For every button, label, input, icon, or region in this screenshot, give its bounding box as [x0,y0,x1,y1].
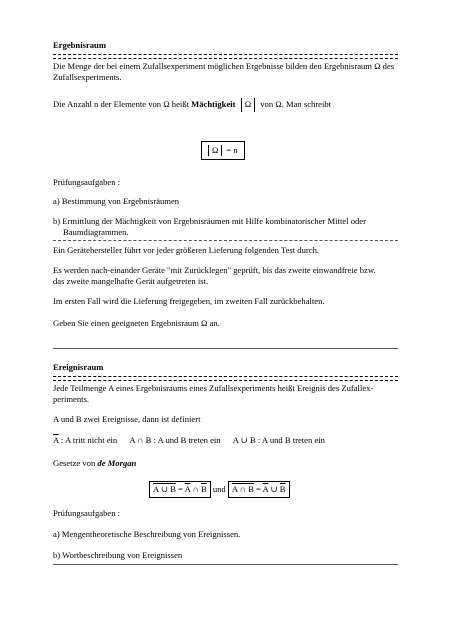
intersection-text: : A und B treten ein [153,435,221,445]
law1-lhs: A ∪ B [153,484,176,494]
ereignis-definition-line2: periments. [53,394,90,404]
law2-op: ∪ [270,484,278,494]
event-operations [53,435,325,446]
morgan-name: de Morgan [97,458,137,468]
law1-op: ∩ [192,484,199,494]
law-conjunction: und [212,484,226,494]
law1-r1: $\overline{A}$ [184,484,191,494]
example-line3: das zweite mangelhafte Gerät aufgetreten ist. [53,276,209,286]
dashed-rule [53,240,398,241]
task2-a: a) Mengentheoretische Beschreibung von Ereignissen. [53,529,241,539]
term-maechtigkeit: Mächtigkeit [191,99,236,109]
solid-rule [53,564,398,565]
law2-r1: $\overline{A}$ [262,484,269,494]
law2-r2: $\overline{B}$ [279,484,286,494]
example-line2: Es werden nach-einander Geräte "mit Zurücklegen" geprüft, bis das zweite einwandfreie bzw. [53,265,376,275]
morgan-heading [53,458,136,469]
definition-intro: A und B zwei Ereignisse, dann ist definiert [53,414,201,424]
text: Gesetze von [53,458,96,468]
morgan-law-2 [228,481,290,498]
section-heading-ereignisraum: Ereignisraum [53,362,104,372]
complement-text: : A tritt nicht ein [60,435,118,445]
law1-r2: $\overline{B}$ [200,484,207,494]
law2-lhs: A ∩ B [231,484,254,494]
intersection-symbol: A ∩ B [129,435,152,445]
solid-rule [53,348,398,349]
morgan-law-1 [149,481,211,498]
union-text: : A und B treten ein [257,435,325,445]
task2-b: b) Wortbeschreibung von Ereignissen [53,550,183,560]
ergebnisraum-definition: Die Menge der bei einem Zufallsexperiment möglichen Ergebnisse bilden den Ergebnisraum Ω des Zufallsexperiments. [53,61,395,83]
task-a: a) Bestimmung von Ergebnisräumen [53,196,180,206]
tasks-label: Prüfungsaufgaben : [53,177,121,187]
morgan-laws [149,481,290,498]
double-rule [53,376,398,381]
law1-eq: = [178,484,183,494]
text: Die Anzahl n der Elemente von Ω heißt [53,99,189,109]
tasks-label-2: Prüfungsaufgaben : [53,508,121,518]
complement-symbol: $\overline{A}$ [53,435,59,445]
section-heading-ergebnisraum: Ergebnisraum [53,40,106,50]
task-b-line2: Baumdiagrammen. [63,227,129,237]
double-rule [53,54,398,59]
example-line5: Geben Sie einen geeigneten Ergebnisraum Ω an. [53,318,220,328]
cardinality-notation: Ω [241,98,255,112]
example-line4: Im ersten Fall wird die Lieferung freigegeben, im zweiten Fall zurückbehalten. [53,296,325,306]
example-line1: Ein Gerätehersteller führt vor jeder größeren Lieferung folgenden Test durch. [53,245,320,255]
formula-box [201,141,245,160]
union-symbol: A ∪ B [232,435,256,445]
law2-eq: = [256,484,261,494]
ereignis-definition-line1: Jede Teilmenge A eines Ergebnisraums eines Zufallsexperiments heißt Ereignis des Zufallex- [53,383,374,393]
cardinality-formula [201,141,245,160]
maechtigkeit-sentence [53,98,331,112]
formula-omega: Ω [208,145,222,156]
task-b-line1: b) Ermittlung der Mächtigkeit von Ergebnisräumen mit Hilfe kombinatorischer Mittel oder [53,216,366,226]
formula-rhs: = n [226,145,238,155]
text: von Ω. Man schreibt [260,99,332,109]
